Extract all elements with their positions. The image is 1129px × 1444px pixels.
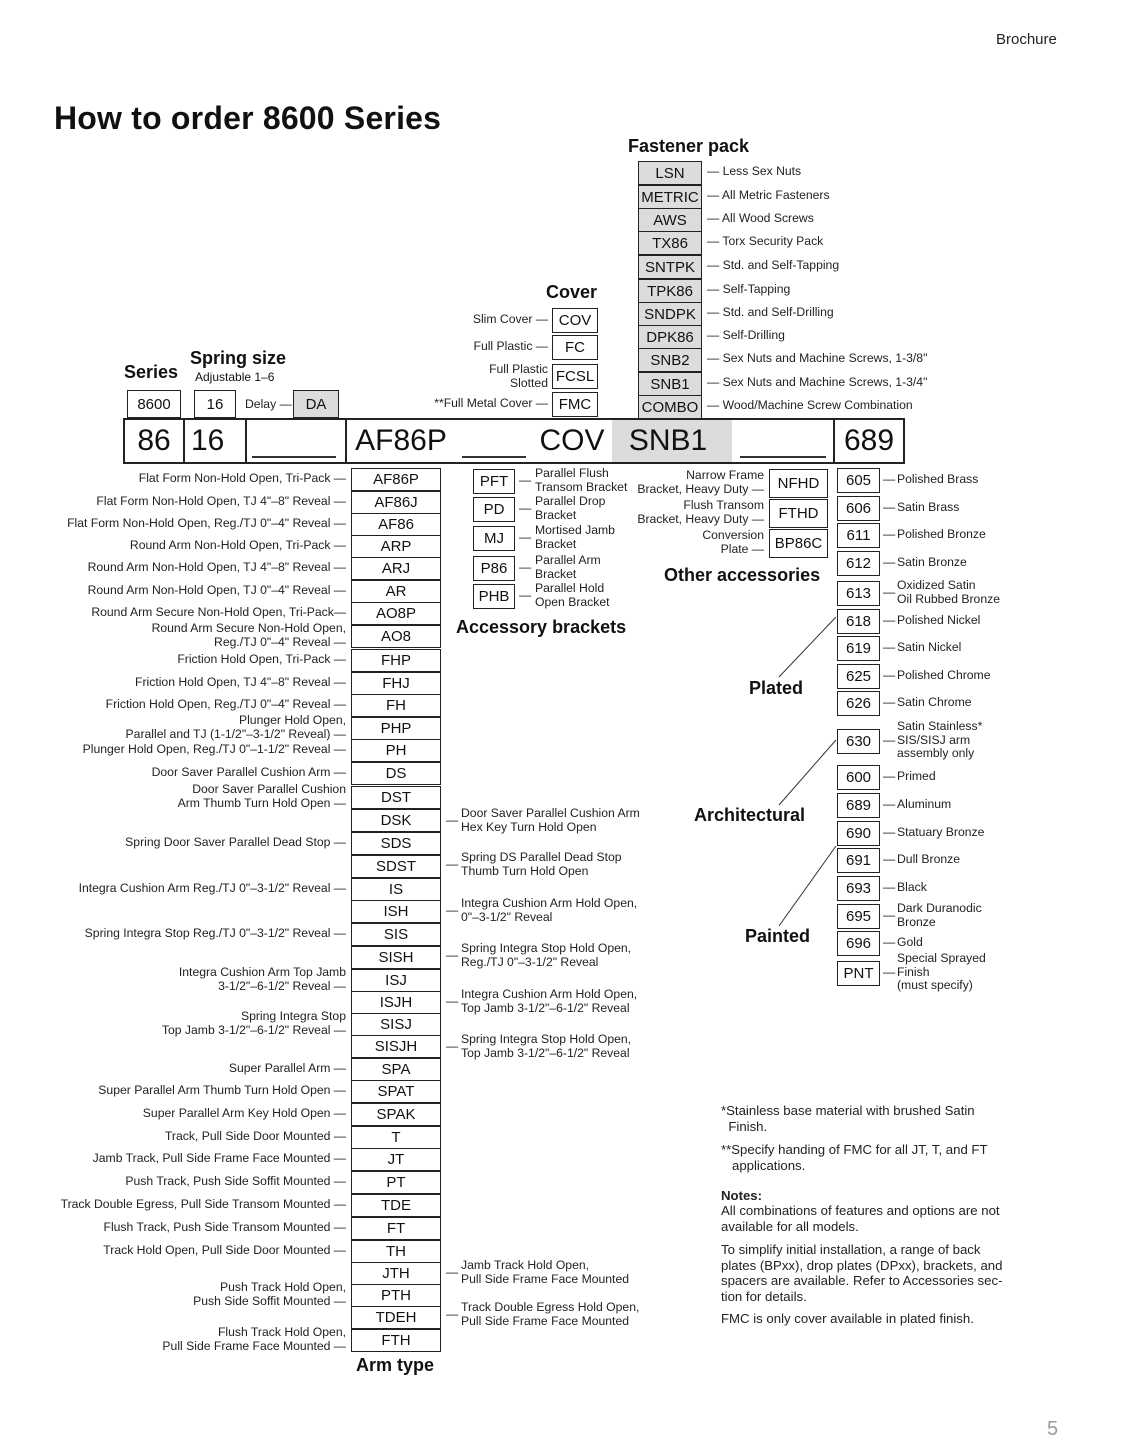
- finish-code-box: 613: [837, 581, 880, 606]
- bracket-code-box: PHB: [473, 584, 515, 609]
- arm-label: Friction Hold Open, TJ 4"–8" Reveal —: [135, 675, 346, 689]
- arm-right-label: Integra Cushion Arm Hold Open, Top Jamb 3-1/2"–6-1/2" Reveal: [461, 987, 638, 1015]
- cover-label: Slim Cover —: [472, 312, 548, 326]
- bracket-dash: —: [519, 560, 532, 574]
- arm-code-box: AF86: [351, 513, 441, 536]
- bracket-dash: —: [519, 588, 532, 602]
- arm-label: Friction Hold Open, Tri-Pack —: [177, 652, 346, 666]
- arm-right-label: Spring Integra Stop Hold Open, Top Jamb 3-1/2"–6-1/2" Reveal: [461, 1032, 632, 1060]
- finish-dash: —: [883, 695, 896, 709]
- fastener-code-box: COMBO: [638, 395, 702, 419]
- arm-code-box: JTH: [351, 1262, 441, 1285]
- arm-code-box: SIS: [351, 923, 441, 946]
- finish-dash: —: [883, 668, 896, 682]
- fastener-label: — Wood/Machine Screw Combination: [707, 398, 913, 412]
- arm-code-box: AF86J: [351, 491, 441, 514]
- finish-label: Satin Nickel: [897, 640, 962, 654]
- page-number: 5: [1047, 1418, 1059, 1440]
- painted-heading: Painted: [745, 926, 811, 946]
- fastener-code-box: TX86: [638, 231, 702, 255]
- finish-dash: —: [883, 500, 896, 514]
- series-main-code: 86: [137, 424, 171, 457]
- spring-code-box: 16: [194, 390, 236, 418]
- arm-code-box: PHP: [351, 717, 441, 740]
- arm-right-dash: —: [446, 813, 459, 827]
- arm-right-dash: —: [446, 903, 459, 917]
- brochure-label: Brochure: [996, 31, 1057, 48]
- arm-code-box: TDEH: [351, 1306, 441, 1329]
- footnote-fmc: **Specify handing of FMC for all JT, T, and FT applications.: [721, 1142, 988, 1173]
- cover-main-code: COV: [539, 424, 605, 457]
- arm-code-box: PT: [351, 1171, 441, 1194]
- arm-right-label: Spring DS Parallel Dead Stop Thumb Turn Hold Open: [461, 850, 622, 878]
- finish-dash: —: [883, 733, 896, 747]
- arm-code-box: SISJH: [351, 1035, 441, 1058]
- finish-label: Oxidized Satin Oil Rubbed Bronze: [897, 578, 1000, 606]
- fastener-label: — Sex Nuts and Machine Screws, 1-3/8": [707, 351, 928, 365]
- finish-dash: —: [883, 769, 896, 783]
- finish-dash: —: [883, 965, 896, 979]
- delay-code-box: DA: [293, 390, 339, 418]
- finish-label: Statuary Bronze: [897, 825, 985, 839]
- footnote-stainless: *Stainless base material with brushed Satin Finish.: [721, 1103, 975, 1134]
- arm-code-box: DSK: [351, 809, 441, 832]
- finish-label: Polished Nickel: [897, 613, 981, 627]
- finish-label: Dull Bronze: [897, 852, 960, 866]
- bracket-dash: —: [519, 530, 532, 544]
- arm-label: Integra Cushion Arm Top Jamb 3-1/2"–6-1/2" Reveal —: [178, 965, 346, 993]
- arm-code-box: TH: [351, 1240, 441, 1263]
- other-accessories-heading: Other accessories: [664, 565, 821, 585]
- finish-code-box: 606: [837, 496, 880, 521]
- bracket-code-box: PD: [473, 497, 515, 522]
- finish-label: Polished Chrome: [897, 668, 991, 682]
- note-fmc-cover: FMC is only cover available in plated finish.: [721, 1311, 974, 1326]
- fastener-label: — All Wood Screws: [707, 211, 814, 225]
- arm-code-box: AR: [351, 580, 441, 603]
- arm-label: Flat Form Non-Hold Open, Tri-Pack —: [138, 471, 346, 485]
- other-accessory-code-box: NFHD: [769, 469, 828, 498]
- arm-code-box: SPA: [351, 1058, 441, 1081]
- fastener-label: — Std. and Self-Tapping: [707, 258, 840, 272]
- arm-code-box: ARJ: [351, 557, 441, 580]
- bracket-code-box: MJ: [473, 526, 515, 551]
- finish-code-box: 619: [837, 636, 880, 661]
- arm-label: Round Arm Non-Hold Open, TJ 0"–4" Reveal —: [87, 583, 346, 597]
- arm-label: Round Arm Secure Non-Hold Open, Reg./TJ 0"–4" Reveal —: [151, 621, 346, 649]
- finish-dash: —: [883, 935, 896, 949]
- other-accessory-label: Flush Transom Bracket, Heavy Duty —: [637, 498, 764, 526]
- finish-code-box: 691: [837, 848, 880, 873]
- finish-code-box: 625: [837, 664, 880, 689]
- fastener-code-box: SNB2: [638, 348, 702, 372]
- finish-label: Special Sprayed Finish (must specify): [897, 951, 986, 992]
- spring-main-code: 16: [191, 424, 225, 457]
- arm-label: Integra Cushion Arm Reg./TJ 0"–3-1/2" Reveal —: [78, 881, 346, 895]
- arm-label: Flat Form Non-Hold Open, Reg./TJ 0"–4" Reveal —: [67, 516, 346, 530]
- other-accessory-label: Narrow Frame Bracket, Heavy Duty —: [637, 468, 764, 496]
- finish-dash: —: [883, 585, 896, 599]
- arm-right-dash: —: [446, 994, 459, 1008]
- arm-right-label: Spring Integra Stop Hold Open, Reg./TJ 0"–3-1/2" Reveal: [461, 941, 632, 969]
- fastener-main-code: SNB1: [628, 424, 708, 457]
- fastener-label: — Std. and Self-Drilling: [707, 305, 834, 319]
- finish-dash: —: [883, 555, 896, 569]
- arm-label: Track, Pull Side Door Mounted —: [164, 1129, 346, 1143]
- arm-right-label: Track Double Egress Hold Open, Pull Side Frame Face Mounted: [461, 1300, 640, 1328]
- fastener-label: — Self-Tapping: [707, 282, 791, 296]
- bracket-label: Parallel Arm Bracket: [535, 553, 601, 581]
- arm-label: Push Track, Push Side Soffit Mounted —: [125, 1174, 346, 1188]
- bracket-label: Mortised Jamb Bracket: [535, 523, 615, 551]
- finish-label: Polished Bronze: [897, 527, 986, 541]
- arm-code-box: AF86P: [351, 468, 441, 491]
- finish-code-box: 626: [837, 691, 880, 716]
- spring-size-heading: Spring size: [190, 348, 287, 368]
- cover-label: Full Plastic Slotted: [489, 362, 548, 390]
- arm-code-box: T: [351, 1126, 441, 1149]
- arm-code-box: SDST: [351, 855, 441, 878]
- finish-dash: —: [883, 527, 896, 541]
- arm-code-box: FHJ: [351, 672, 441, 695]
- cover-code-box: FCSL: [552, 364, 598, 389]
- bracket-code-box: P86: [473, 556, 515, 581]
- finish-dash: —: [883, 908, 896, 922]
- cover-code-box: FMC: [552, 392, 598, 417]
- bracket-label: Parallel Flush Transom Bracket: [535, 466, 628, 494]
- bracket-label: Parallel Hold Open Bracket: [535, 581, 610, 609]
- other-accessory-code-box: BP86C: [769, 529, 828, 558]
- fastener-label: — Sex Nuts and Machine Screws, 1-3/4": [707, 375, 928, 389]
- arm-code-box: PTH: [351, 1284, 441, 1307]
- finish-dash: —: [883, 880, 896, 894]
- other-accessory-label: Conversion Plate —: [702, 528, 764, 556]
- arm-right-dash: —: [446, 1307, 459, 1321]
- arm-label: Flush Track, Push Side Transom Mounted —: [103, 1220, 346, 1234]
- bracket-label: Parallel Drop Bracket: [535, 494, 606, 522]
- finish-label: Black: [897, 880, 927, 894]
- bracket-code-box: PFT: [473, 469, 515, 494]
- cover-label: **Full Metal Cover —: [434, 396, 548, 410]
- finish-dash: —: [883, 613, 896, 627]
- arm-code-box: JT: [351, 1148, 441, 1171]
- fastener-code-box: SNTPK: [638, 255, 702, 279]
- fastener-label: — Self-Drilling: [707, 328, 785, 342]
- finish-label: Polished Brass: [897, 472, 979, 486]
- arm-code-box: SPAT: [351, 1080, 441, 1103]
- fastener-label: — All Metric Fasteners: [707, 188, 830, 202]
- arm-code-box: AO8P: [351, 602, 441, 625]
- arm-label: Spring Integra Stop Top Jamb 3-1/2"–6-1/2" Reveal —: [161, 1009, 346, 1037]
- finish-code-box: 696: [837, 931, 880, 956]
- arm-label: Round Arm Secure Non-Hold Open, Tri-Pack—: [91, 605, 346, 619]
- notes-heading: Notes:: [721, 1188, 763, 1203]
- finish-label: Primed: [897, 769, 936, 783]
- arm-label: Friction Hold Open, Reg./TJ 0"–4" Reveal —: [105, 697, 346, 711]
- arm-label: Plunger Hold Open, Parallel and TJ (1-1/2"–3-1/2" Reveal) —: [125, 713, 346, 741]
- arm-code-box: FTH: [351, 1329, 441, 1352]
- arm-code-box: PH: [351, 739, 441, 762]
- finish-label: Gold: [897, 935, 923, 949]
- arm-label: Super Parallel Arm Key Hold Open —: [142, 1106, 346, 1120]
- fastener-label: — Less Sex Nuts: [707, 164, 802, 178]
- arm-label: Spring Integra Stop Reg./TJ 0"–3-1/2" Reveal —: [84, 926, 346, 940]
- arm-code-box: TDE: [351, 1194, 441, 1217]
- arm-code-box: FT: [351, 1217, 441, 1240]
- finish-label: Aluminum: [897, 797, 952, 811]
- accessory-brackets-heading: Accessory brackets: [456, 617, 627, 637]
- architectural-heading: Architectural: [694, 805, 806, 825]
- cover-code-box: COV: [552, 308, 598, 333]
- arm-label: Plunger Hold Open, Reg./TJ 0"–1-1/2" Reveal —: [82, 742, 346, 756]
- arm-label: Door Saver Parallel Cushion Arm —: [151, 765, 346, 779]
- arm-main-code: AF86P: [355, 424, 447, 457]
- fastener-code-box: SNDPK: [638, 302, 702, 326]
- finish-code-box: 618: [837, 609, 880, 634]
- plated-heading: Plated: [749, 678, 804, 698]
- arm-label: Track Double Egress, Pull Side Transom Mounted —: [60, 1197, 346, 1211]
- arm-label: Track Hold Open, Pull Side Door Mounted —: [103, 1243, 346, 1257]
- arm-label: Flush Track Hold Open, Pull Side Frame Face Mounted —: [162, 1325, 346, 1353]
- other-accessory-code-box: FTHD: [769, 499, 828, 528]
- arm-right-label: Door Saver Parallel Cushion Arm Hex Key Turn Hold Open: [461, 806, 640, 834]
- note-combinations: All combinations of features and options are not available for all models.: [721, 1203, 1000, 1234]
- arm-label: Round Arm Non-Hold Open, TJ 4"–8" Reveal —: [87, 560, 346, 574]
- bracket-dash: —: [519, 473, 532, 487]
- fastener-heading: Fastener pack: [628, 136, 750, 156]
- fastener-label: — Torx Security Pack: [707, 234, 824, 248]
- arm-code-box: ISH: [351, 900, 441, 923]
- page-title: How to order 8600 Series: [54, 100, 442, 136]
- arm-code-box: SPAK: [351, 1103, 441, 1126]
- finish-code-box: 612: [837, 551, 880, 576]
- arm-right-label: Integra Cushion Arm Hold Open, 0"–3-1/2" Reveal: [461, 896, 638, 924]
- series-heading: Series: [124, 362, 179, 382]
- finish-dash: —: [883, 472, 896, 486]
- bracket-dash: —: [519, 501, 532, 515]
- finish-label: Satin Chrome: [897, 695, 972, 709]
- finish-label: Satin Bronze: [897, 555, 967, 569]
- fastener-code-box: TPK86: [638, 279, 702, 303]
- arm-right-label: Jamb Track Hold Open, Pull Side Frame Face Mounted: [461, 1258, 629, 1286]
- finish-code-box: 600: [837, 765, 880, 790]
- finish-label: Satin Stainless* SIS/SISJ arm assembly only: [897, 719, 983, 760]
- cover-code-box: FC: [552, 335, 598, 360]
- finish-label: Satin Brass: [897, 500, 960, 514]
- arm-code-box: IS: [351, 878, 441, 901]
- fastener-code-box: DPK86: [638, 325, 702, 349]
- finish-code-box: 630: [837, 729, 880, 754]
- arm-label: Super Parallel Arm Thumb Turn Hold Open —: [98, 1083, 346, 1097]
- finish-code-box: 693: [837, 876, 880, 901]
- finish-dash: —: [883, 797, 896, 811]
- arm-right-dash: —: [446, 857, 459, 871]
- finish-code-box: 689: [837, 793, 880, 818]
- finish-code-box: 695: [837, 904, 880, 929]
- arm-code-box: SISH: [351, 946, 441, 969]
- finish-dash: —: [883, 640, 896, 654]
- arm-code-box: ISJH: [351, 991, 441, 1014]
- arm-label: Door Saver Parallel Cushion Arm Thumb Turn Hold Open —: [177, 782, 346, 810]
- arm-code-box: FHP: [351, 649, 441, 672]
- fastener-code-box: SNB1: [638, 372, 702, 396]
- arm-right-dash: —: [446, 948, 459, 962]
- arm-label: Push Track Hold Open, Push Side Soffit Mounted —: [193, 1280, 346, 1308]
- arm-right-dash: —: [446, 1265, 459, 1279]
- arm-code-box: ARP: [351, 535, 441, 558]
- delay-label: Delay —: [245, 397, 292, 411]
- arm-code-box: FH: [351, 694, 441, 717]
- finish-dash: —: [883, 825, 896, 839]
- fastener-code-box: METRIC: [638, 185, 702, 209]
- finish-code-box: 605: [837, 468, 880, 493]
- arm-label: Flat Form Non-Hold Open, TJ 4"–8" Reveal —: [96, 494, 346, 508]
- arm-code-box: DST: [351, 786, 441, 809]
- note-installation: To simplify initial installation, a range of back plates (BPxx), drop plates (DPxx), brackets, and spacers are available. Refer to Accessories sec- tion for details.: [721, 1242, 1003, 1304]
- arm-code-box: SDS: [351, 832, 441, 855]
- arm-code-box: ISJ: [351, 969, 441, 992]
- finish-main-code: 689: [843, 424, 895, 457]
- arm-type-heading: Arm type: [356, 1355, 435, 1375]
- arm-label: Spring Door Saver Parallel Dead Stop —: [125, 835, 346, 849]
- arm-label: Jamb Track, Pull Side Frame Face Mounted —: [92, 1151, 346, 1165]
- finish-code-box: 611: [837, 523, 880, 548]
- finish-label: Dark Duranodic Bronze: [897, 901, 982, 929]
- series-code-box: 8600: [127, 390, 181, 418]
- cover-heading: Cover: [546, 282, 598, 302]
- fastener-code-box: AWS: [638, 208, 702, 232]
- arm-right-dash: —: [446, 1039, 459, 1053]
- finish-dash: —: [883, 852, 896, 866]
- arm-label: Super Parallel Arm —: [228, 1061, 346, 1075]
- finish-code-box: 690: [837, 821, 880, 846]
- fastener-code-box: LSN: [638, 161, 702, 185]
- arm-code-box: AO8: [351, 625, 441, 648]
- arm-code-box: DS: [351, 762, 441, 785]
- arm-label: Round Arm Non-Hold Open, Tri-Pack —: [129, 538, 346, 552]
- cover-label: Full Plastic —: [473, 339, 548, 353]
- spring-size-subtitle: Adjustable 1–6: [195, 370, 275, 384]
- finish-code-box: PNT: [837, 961, 880, 986]
- arm-code-box: SISJ: [351, 1013, 441, 1036]
